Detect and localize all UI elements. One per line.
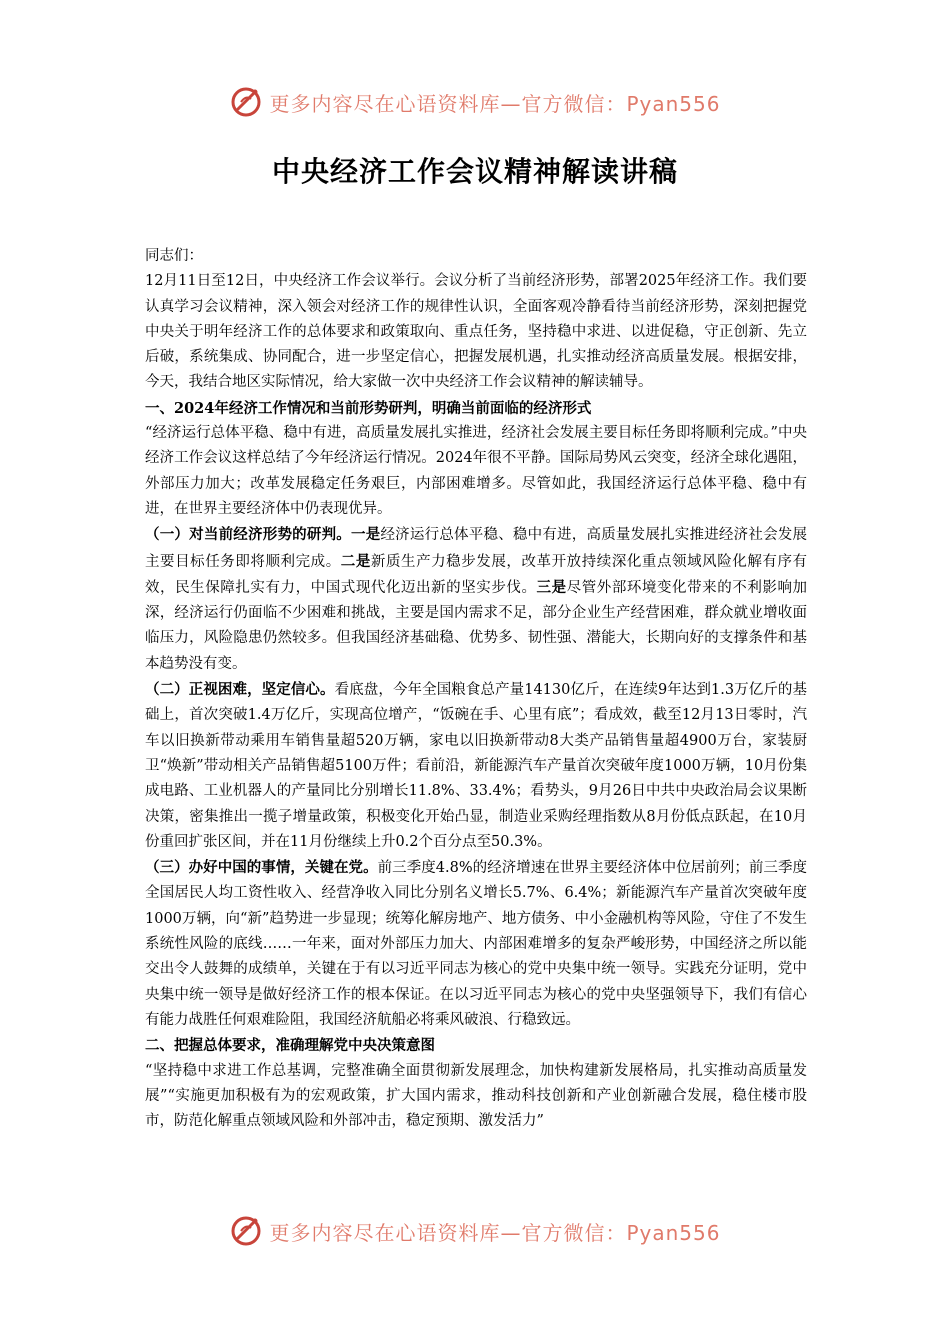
subsection-2: （二）正视困难，坚定信心。看底盘，今年全国粮食总产量14130亿斤，在连续9年达到1.3万亿斤的基础上，首次突破1.4万亿斤，实现高位增产，“饭碗在手、心里有底”；看成效，截至12月13日零时，汽车以旧换新带动乘用车销售量超520万辆，家电以旧换新带动8大类产品销售量超4900万台，家装厨卫“焕新”带动相关产品销售超5100万件；看前沿，新能源汽车产量首次突破年度1000万辆，10月份集成电路、工业机器人的产量同比分别增长11.8%、33.4%；看势头，9月26日中共中央政治局会议果断决策，密集推出一揽子增量政策，积极变化开始凸显，制造业采购经理指数从8月份低点跃起，在10月份重回扩张区间，并在11月份继续上升0.2个百分点至50.3%。 <box>145 681 807 850</box>
keyword-first: 一是 <box>351 526 381 544</box>
subsection-2-lead: （二）正视困难，坚定信心。 <box>145 681 335 699</box>
watermark-text: 更多内容尽在心语资料库—官方微信：Pyan556 <box>269 91 721 116</box>
watermark-text: 更多内容尽在心语资料库—官方微信：Pyan556 <box>269 1220 721 1245</box>
section2-paragraph: “坚持稳中求进工作总基调，完整准确全面贯彻新发展理念，加快构建新发展格局，扎实推动高质量发展”“实施更加积极有为的宏观政策，扩大国内需求，推动科技创新和产业创新融合发展，稳住楼市股市，防范化解重点领域风险和外部冲击，稳定预期、激发活力” <box>145 1062 807 1130</box>
footer-watermark <box>0 1211 950 1251</box>
watermark-logo-icon <box>229 85 263 119</box>
section-heading-1: 一、2024年经济工作情况和当前形势研判，明确当前面临的经济形式 <box>145 399 592 417</box>
keyword-second: 二是 <box>340 552 371 570</box>
greeting: 同志们： <box>145 248 203 264</box>
section-heading-2: 二、把握总体要求，准确理解党中央决策意图 <box>145 1037 435 1055</box>
keyword-third: 三是 <box>536 578 567 596</box>
subsection-1: （一）对当前经济形势的研判。一是经济运行总体平稳、稳中有进，高质量发展扎实推进经济社会发展主要目标任务即将顺利完成。二是新质生产力稳步发展，改革开放持续深化重点领域风险化解有序有效，民生保障扎实有力，中国式现代化迈出新的坚实步伐。三是尽管外部环境变化带来的不利影响加深，经济运行仍面临不少困难和挑战，主要是国内需求不足，部分企业生产经营困难，群众就业增收面临压力，风险隐患仍然较多。但我国经济基础稳、优势多、韧性强、潜能大，长期向好的支撑条件和基本趋势没有变。 <box>145 526 808 672</box>
section1-paragraph: “经济运行总体平稳、稳中有进，高质量发展扎实推进，经济社会发展主要目标任务即将顺利完成。”中央经济工作会议这样总结了今年经济运行情况。2024年很不平静。国际局势风云突变，经济全球化遇阻，外部压力加大；改革发展稳定任务艰巨，内部困难增多。尽管如此，我国经济运行总体平稳、稳中有进，在世界主要经济体中仍表现优异。 <box>145 425 807 517</box>
subsection-1-lead: （一）对当前经济形势的研判。 <box>145 526 352 544</box>
header-watermark <box>0 82 950 122</box>
document-title: 中央经济工作会议精神解读讲稿 <box>271 155 678 188</box>
subsection-3: （三）办好中国的事情，关键在党。前三季度4.8%的经济增速在世界主要经济体中位居前列；前三季度全国居民人均工资性收入、经营净收入同比分别名义增长5.7%、6.4%；新能源汽车产量首次突破年度1000万辆，向“新”趋势进一步显现；统筹化解房地产、地方债务、中小金融机构等风险，守住了不发生系统性风险的底线……一年来，面对外部压力加大、内部困难增多的复杂严峻形势，中国经济之所以能交出令人鼓舞的成绩单，关键在于有以习近平同志为核心的党中央集中统一领导。实践充分证明，党中央集中统一领导是做好经济工作的根本保证。在以习近平同志为核心的党中央坚强领导下，我们有信心有能力战胜任何艰难险阻，我国经济航船必将乘风破浪、行稳致远。 <box>145 859 808 1028</box>
document-body <box>145 244 807 1134</box>
subsection-3-lead: （三）办好中国的事情，关键在党。 <box>145 859 378 877</box>
intro-paragraph: 12月11日至12日，中央经济工作会议举行。会议分析了当前经济形势，部署2025年经济工作。我们要认真学习会议精神，深入领会对经济工作的规律性认识，全面客观冷静看待当前经济形势，深刻把握党中央关于明年经济工作的总体要求和政策取向、重点任务，坚持稳中求进、以进促稳，守正创新、先立后破，系统集成、协同配合，进一步坚定信心，把握发展机遇，扎实推动经济高质量发展。根据安排，今天，我结合地区实际情况，给大家做一次中央经济工作会议精神的解读辅导。 <box>145 273 807 391</box>
watermark-logo-icon <box>229 1214 263 1248</box>
